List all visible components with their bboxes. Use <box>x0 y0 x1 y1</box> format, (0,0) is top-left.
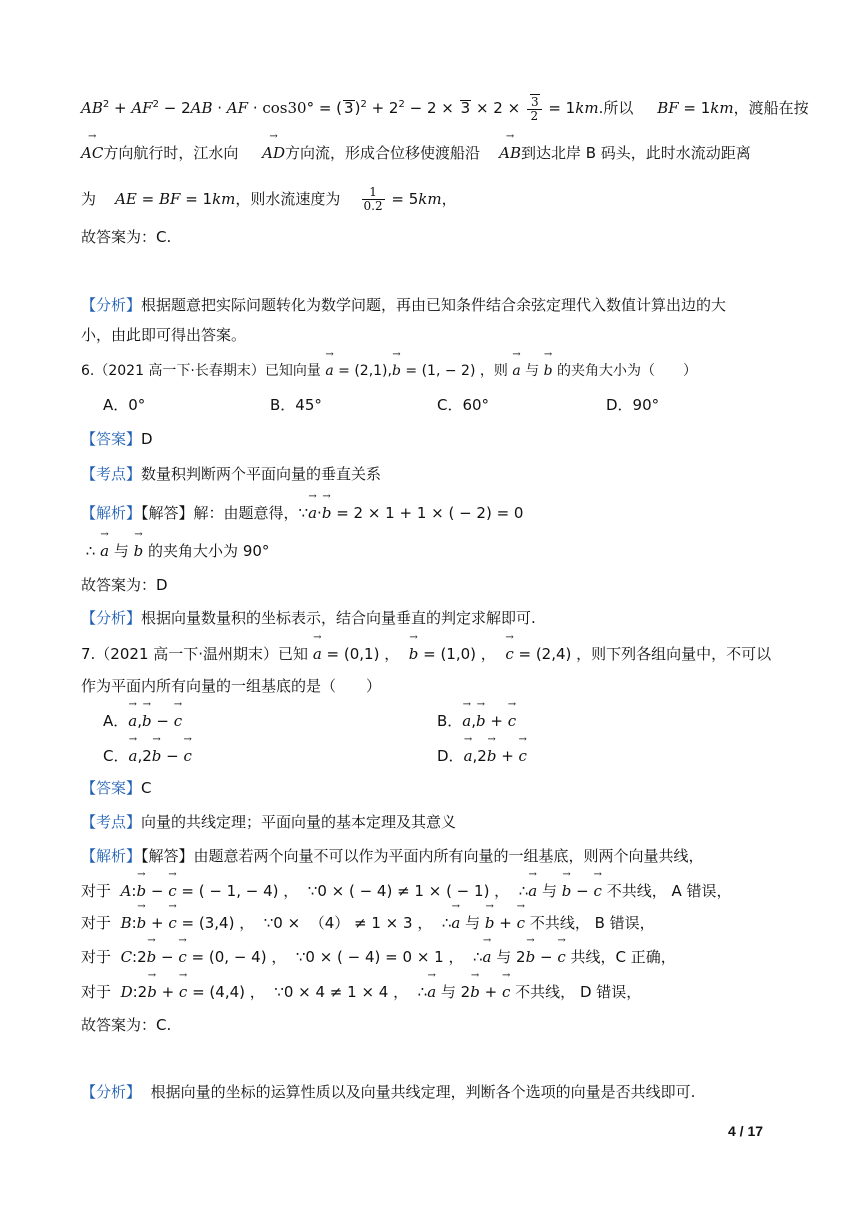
q6-option-c: C．60° <box>437 396 490 414</box>
page-number: 4 / 17 <box>728 1123 764 1139</box>
analysis-5-line-1: 【分析】根据题意把实际问题转化为数学问题，再由已知条件结合余弦定理代入数值计算出边的大 <box>81 296 727 314</box>
text-so: 所以 <box>603 99 634 117</box>
q7-fenxi: 【分析】 根据向量的坐标的运算性质以及向量共线定理，判断各个选项的向量是否共线即可. <box>81 1083 696 1101</box>
q6-final: 故答案为：D <box>81 576 168 594</box>
question-7-header: 7.（2021 高一下·温州期末）已知 → a = (0,1) ， → b = (1,0) ， → c = (2,4) ，则下列各组向量中，不可以 <box>81 644 771 664</box>
q6-fenxi: 【分析】根据向量数量积的坐标表示，结合向量垂直的判定求解即可. <box>81 609 536 627</box>
q7-jiexi: 【解析】【解答】由题意若两个向量不可以作为平面内所有向量的一组基底，则两个向量共线， <box>81 847 704 865</box>
q7-option-b: B．→ a,→ b + → c <box>437 711 516 731</box>
text-line-2: → AC方向航行时，江水向 → AD方向流，形成合位移使渡船沿 → AB到达北岸 B 码头，此时水流动距离 <box>81 143 751 163</box>
answer-line-5: 故答案为：C. <box>81 228 172 246</box>
q7-option-d: D．→ a,2→ b + → c <box>437 746 527 766</box>
text-line-3: 为 AE = BF = 1km，则水流速度为 $\frac{1}{0.2}$ = 5km， <box>81 185 457 213</box>
analysis-tag: 【分析】 <box>81 296 142 314</box>
q7-option-a: A．→ a,→ b − → c <box>103 711 182 731</box>
q7-case-c: 对于 C:2→ b − → c = (0, − 4) ， ∵0 × ( − 4) = 0 × 1 ， ∴→ a 与 2→ b − → c 共线，C 正确， <box>81 947 676 967</box>
q7-case-b: 对于 B:→ b + → c = (3,4) ， ∵0 × （4） ≠ 1 × 3 ， ∴→ a 与 → b + → c 不共线， B 错误， <box>81 913 655 933</box>
question-7-line-2: 作为平面内所有向量的一组基底的是（ ） <box>81 677 382 695</box>
q7-final: 故答案为：C. <box>81 1016 172 1034</box>
q7-option-c: C．→ a,2→ b − → c <box>103 746 192 766</box>
q7-answer: 【答案】C <box>81 779 152 797</box>
q6-answer: 【答案】D <box>81 430 153 448</box>
q7-kaodian: 【考点】向量的共线定理；平面向量的基本定理及其意义 <box>81 813 457 831</box>
question-6-header: 6.（2021 高一下·长春期末）已知向量 → a = (2,1),→ b = (1, − 2) ，则 → a 与 → b 的夹角大小为（ ） <box>81 361 697 381</box>
q6-option-b: B．45° <box>270 396 322 414</box>
q6-kaodian: 【考点】数量积判断两个平面向量的垂直关系 <box>81 465 382 483</box>
q7-case-a: 对于 A:→ b − → c = ( − 1, − 4) ， ∵0 × ( − 4) ≠ 1 × ( − 1) ， ∴→ a 与 → b − → c 不共线， A 错误， <box>81 881 732 901</box>
q6-option-a: A．0° <box>103 396 146 414</box>
q7-case-d: 对于 D:2→ b + → c = (4,4) ， ∵0 × 4 ≠ 1 × 4 ， ∴→ a 与 2→ b + → c 不共线， D 错误， <box>81 982 641 1002</box>
formula-line-1: $AB^2 + AF^2 - 2AB$ · AF · cos30° = ( $3)^2 + 2^2 - 2 \times 3 \times 2$ × $\frac{3}{2}$ = 1km.所以 BF = 1km，渡船在按 <box>81 95 809 123</box>
q6-jiexi: 【解析】【解答】解：由题意得，∵→ a·→ b = 2 × 1 + 1 × ( − 2) = 0 <box>81 503 523 523</box>
analysis-5-line-2: 小，由此即可得出答案。 <box>81 326 247 344</box>
q6-therefore: ∴ → a 与 → b 的夹角大小为 90° <box>81 541 269 561</box>
q6-option-d: D．90° <box>606 396 660 414</box>
